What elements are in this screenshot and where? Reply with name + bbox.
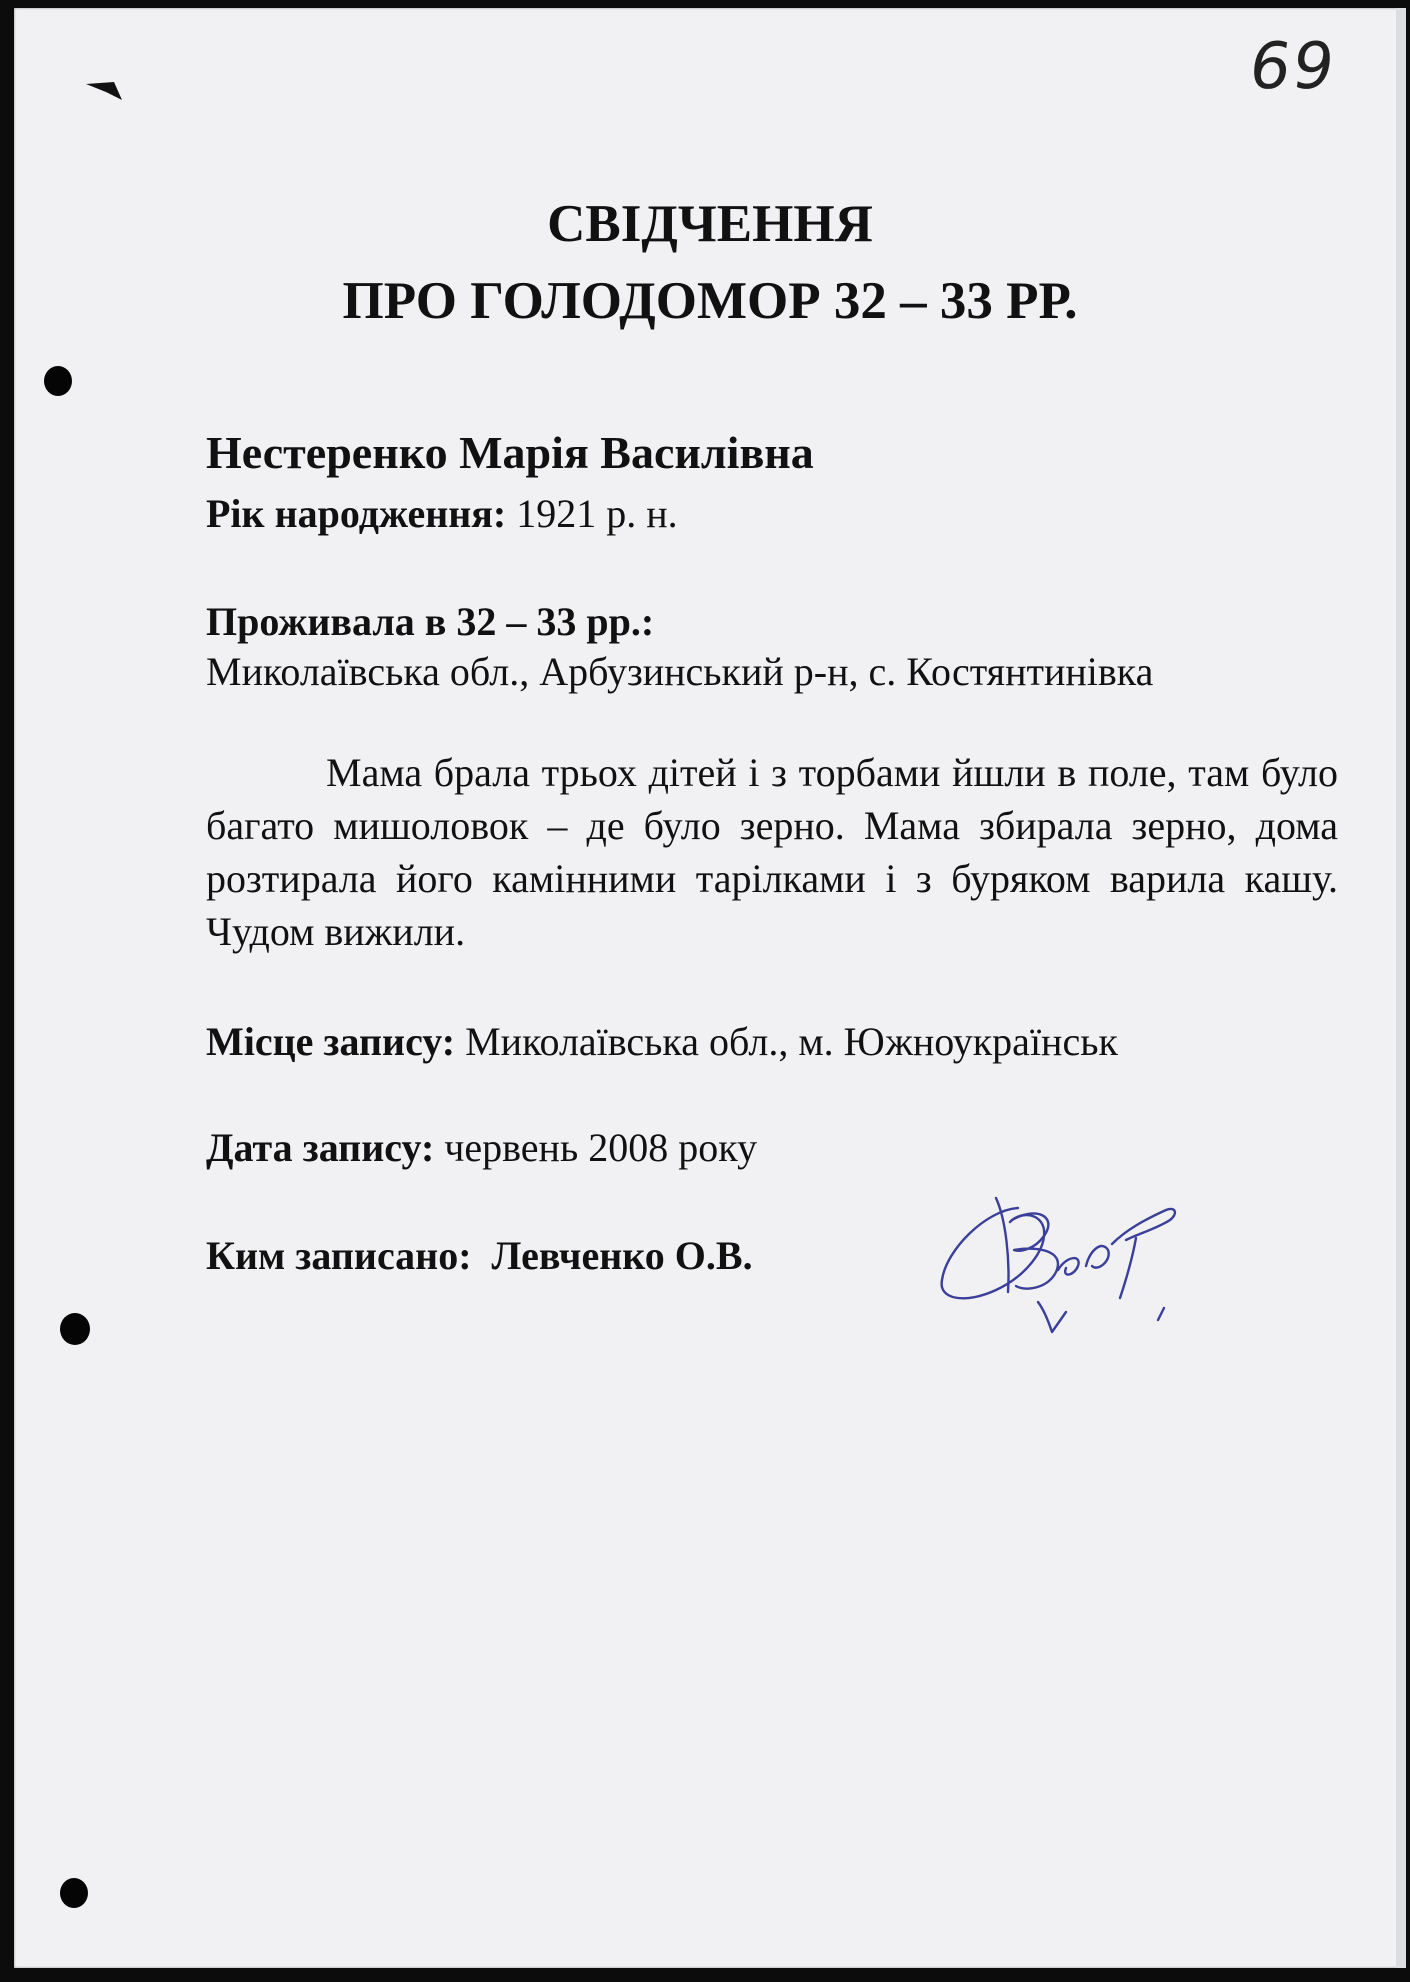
- record-place-row: [206, 1018, 1118, 1065]
- signature-icon: [926, 1180, 1196, 1346]
- document-page: [14, 8, 1406, 1968]
- record-place-label: Місце запису:: [206, 1019, 456, 1064]
- punch-hole: [60, 1878, 88, 1908]
- record-date-label: Дата запису:: [206, 1125, 435, 1170]
- record-place-value: Миколаївська обл., м. Южноукраїнськ: [465, 1019, 1118, 1064]
- punch-hole: [44, 366, 72, 396]
- residence-label: Проживала в 32 – 33 рр.:: [206, 599, 655, 644]
- record-date-row: [206, 1124, 757, 1171]
- birth-value: 1921 р. н.: [516, 491, 678, 536]
- recorded-by-value: Левченко О.В.: [491, 1233, 753, 1278]
- testimony-paragraph: Мама брала трьох дітей і з торбами йшли в поле, там було багато мишоловок – де було зерно. Мама збирала зерно, дома розтирала його камінними тарілками і з буряком варила кашу. Чудом вижили.: [206, 750, 1338, 954]
- handwritten-page-number: 69: [1244, 30, 1341, 104]
- document-title: СВІДЧЕННЯ: [547, 195, 873, 253]
- record-date-value: червень 2008 року: [444, 1125, 758, 1170]
- document-subtitle: ПРО ГОЛОДОМОР 32 – 33 РР.: [342, 272, 1078, 330]
- recorded-by-label: Ким записано:: [206, 1233, 472, 1278]
- punch-hole: [60, 1313, 90, 1345]
- birth-label: Рік народження:: [206, 491, 507, 536]
- ink-mark-icon: [84, 78, 124, 104]
- witness-name: Нестеренко Марія Василівна: [206, 427, 814, 478]
- recorded-by-row: [206, 1232, 753, 1279]
- residence-value: Миколаївська обл., Арбузинський р-н, с. Костянтинівка: [206, 649, 1154, 694]
- birth-year-row: [206, 490, 678, 537]
